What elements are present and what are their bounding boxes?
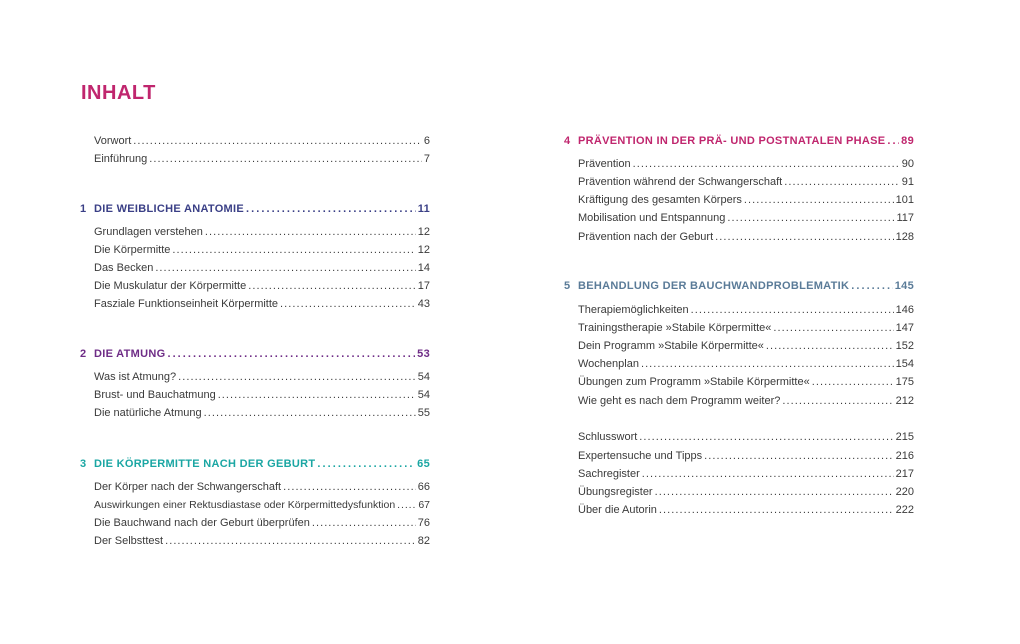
chapter-heading-1[interactable]	[80, 202, 430, 216]
toc-entry-page: 146	[895, 304, 914, 316]
toc-entry-page: 54	[417, 371, 430, 383]
toc-entry-label: Die Bauchwand nach der Geburt überprüfen	[94, 517, 310, 529]
toc-entry-label: Kräftigung des gesamten Körpers	[578, 194, 742, 206]
toc-entry[interactable]	[80, 225, 430, 239]
toc-entry-page: 14	[417, 262, 430, 274]
chapter-number: 5	[564, 280, 571, 292]
chapter-title: PRÄVENTION IN DER PRÄ- UND POSTNATALEN PHASE	[578, 135, 886, 147]
toc-entry[interactable]	[564, 193, 914, 207]
toc-entry-page: 216	[895, 450, 914, 462]
toc-entry[interactable]	[564, 357, 914, 371]
toc-entry-label: Wochenplan	[578, 358, 639, 370]
toc-entry[interactable]	[564, 394, 914, 408]
toc-entry-label: Mobilisation und Entspannung	[578, 212, 726, 224]
toc-entry-label: Das Becken	[94, 262, 154, 274]
toc-entry[interactable]	[80, 152, 430, 166]
toc-entry-page: 6	[423, 135, 430, 147]
toc-entry-label: Über die Autorin	[578, 504, 657, 516]
toc-entry-label: Grundlagen verstehen	[94, 226, 203, 238]
chapter-number: 3	[80, 458, 87, 470]
toc-entry[interactable]	[564, 467, 914, 481]
toc-entry-page: 90	[901, 158, 914, 170]
toc-entry-label: Prävention	[578, 158, 631, 170]
toc-entry-label: Die natürliche Atmung	[94, 407, 202, 419]
chapter-page: 89	[901, 135, 914, 147]
toc-entry-page: 117	[896, 212, 914, 224]
toc-entry[interactable]	[564, 375, 914, 389]
toc-entry-label: Sachregister	[578, 468, 640, 480]
toc-entry[interactable]	[80, 516, 430, 530]
toc-entry-page: 12	[417, 226, 430, 238]
toc-entry-page: 222	[895, 504, 914, 516]
chapter-heading-3[interactable]	[80, 457, 430, 471]
toc-entry-page: 220	[895, 486, 914, 498]
toc-entry[interactable]	[564, 449, 914, 463]
toc-entry[interactable]	[564, 157, 914, 171]
toc-entry-page: 17	[417, 280, 430, 292]
toc-entry-label: Dein Programm »Stabile Körpermitte«	[578, 340, 764, 352]
chapter-page: 11	[417, 203, 430, 215]
toc-entry-label: Prävention während der Schwangerschaft	[578, 176, 783, 188]
page-title: INHALT	[81, 82, 156, 104]
toc-entry-page: 91	[901, 176, 914, 188]
toc-entry-label: Der Selbsttest	[94, 535, 164, 547]
toc-entry-label: Einführung	[94, 153, 148, 165]
chapter-heading-4[interactable]	[564, 134, 914, 148]
toc-entry-label: Auswirkungen einer Rektusdiastase oder Körpermittedysfunktion	[94, 499, 396, 511]
toc-entry[interactable]	[564, 175, 914, 189]
toc-entry[interactable]	[80, 406, 430, 420]
toc-entry-label: Vorwort	[94, 135, 132, 147]
toc-entry-page: 76	[417, 517, 430, 529]
toc-entry-page: 101	[895, 194, 914, 206]
toc-entry-label: Die Muskulatur der Körpermitte	[94, 280, 247, 292]
toc-entry-label: Therapiemöglichkeiten	[578, 304, 689, 316]
chapter-page: 145	[894, 280, 914, 292]
toc-entry[interactable]	[564, 503, 914, 517]
toc-entry-page: 215	[895, 431, 914, 443]
toc-entry[interactable]	[80, 498, 430, 512]
toc-entry[interactable]	[80, 297, 430, 311]
toc-entry[interactable]	[80, 279, 430, 293]
toc-entry-page: 217	[895, 468, 914, 480]
toc-entry[interactable]	[564, 303, 914, 317]
toc-entry-label: Wie geht es nach dem Programm weiter?	[578, 395, 781, 407]
toc-entry[interactable]	[80, 243, 430, 257]
toc-entry-page: 55	[417, 407, 430, 419]
toc-entry-page: 152	[895, 340, 914, 352]
toc-entry-page: 212	[895, 395, 914, 407]
toc-entry-page: 43	[417, 298, 430, 310]
toc-entry[interactable]	[564, 211, 914, 225]
toc-entry-page: 67	[418, 499, 430, 511]
toc-entry-page: 154	[895, 358, 914, 370]
toc-entry-label: Schlusswort	[578, 431, 638, 443]
toc-entry-label: Expertensuche und Tipps	[578, 450, 703, 462]
toc-entry-page: 175	[895, 376, 914, 388]
toc-entry-label: Fasziale Funktionseinheit Körpermitte	[94, 298, 279, 310]
toc-entry[interactable]	[564, 430, 914, 444]
toc-entry[interactable]	[564, 230, 914, 244]
toc-entry-page: 82	[417, 535, 430, 547]
chapter-title: DIE KÖRPERMITTE NACH DER GEBURT	[94, 458, 316, 470]
chapter-heading-2[interactable]	[80, 347, 430, 361]
toc-entry[interactable]	[80, 370, 430, 384]
chapter-title: DIE WEIBLICHE ANATOMIE	[94, 203, 245, 215]
chapter-title: BEHANDLUNG DER BAUCHWANDPROBLEMATIK	[578, 280, 850, 292]
toc-entry-label: Brust- und Bauchatmung	[94, 389, 216, 401]
toc-entry-label: Prävention nach der Geburt	[578, 231, 714, 243]
chapter-title: DIE ATMUNG	[94, 348, 166, 360]
chapter-number: 4	[564, 135, 571, 147]
toc-entry-page: 12	[417, 244, 430, 256]
toc-entry-label: Was ist Atmung?	[94, 371, 177, 383]
toc-entry[interactable]	[564, 485, 914, 499]
toc-entry[interactable]	[80, 480, 430, 494]
toc-entry-label: Die Körpermitte	[94, 244, 171, 256]
toc-entry[interactable]	[80, 261, 430, 275]
chapter-number: 2	[80, 348, 87, 360]
chapter-heading-5[interactable]	[564, 279, 914, 293]
toc-entry-page: 54	[417, 389, 430, 401]
toc-entry-label: Übungsregister	[578, 486, 653, 498]
toc-entry-label: Trainingstherapie »Stabile Körpermitte«	[578, 322, 772, 334]
toc-entry-label: Übungen zum Programm »Stabile Körpermitte«	[578, 376, 810, 388]
toc-entry[interactable]	[80, 134, 430, 148]
toc-entry-label: Der Körper nach der Schwangerschaft	[94, 481, 282, 493]
toc-entry-page: 147	[895, 322, 914, 334]
toc-entry[interactable]	[80, 534, 430, 548]
chapter-page: 65	[417, 458, 430, 470]
toc-entry[interactable]	[80, 388, 430, 402]
toc-entry-page: 128	[895, 231, 914, 243]
toc-entry-page: 66	[417, 481, 430, 493]
toc-entry[interactable]	[564, 339, 914, 353]
chapter-page: 53	[417, 348, 430, 360]
toc-entry-page: 7	[423, 153, 430, 165]
chapter-number: 1	[80, 203, 87, 215]
toc-entry[interactable]	[564, 321, 914, 335]
